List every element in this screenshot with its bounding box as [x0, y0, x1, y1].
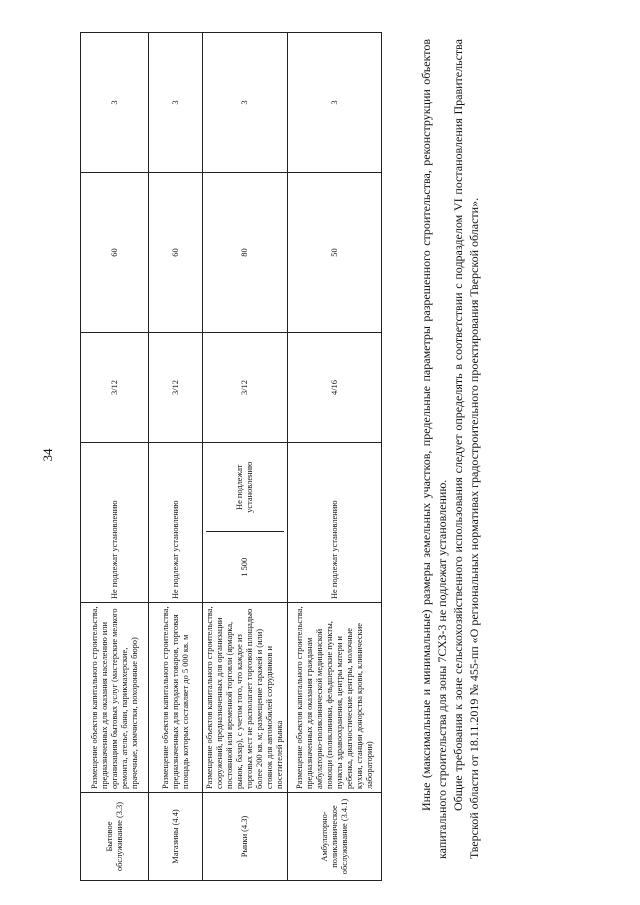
land-use-type: Магазины (4.4) — [149, 793, 203, 881]
land-use-type: Амбулаторно-поликлиническое обслуживание (3.4.1) — [288, 793, 382, 881]
floors-cell: 3/12 — [203, 333, 288, 443]
land-use-description: Размещение объектов капитального строительства, предназначенных для оказания населению или организациям бытовых услуг (мастерские мелкого ремонта, ателье, бани, парикмахерские, прачечные, химчистки, похоронные бюро) — [81, 603, 149, 793]
plot-area-cell — [203, 443, 288, 603]
land-use-description: Размещение объектов капитального строительства, предназначенных для продажи товаров, торговая площадь которых составляет до 5 000 кв. м — [149, 603, 203, 793]
land-use-description: Размещение объектов капитального строительства, сооружений, предназначенных для организации постоянной или временной торговли (ярмарка, рынок, базар), с учетом того, что каждое из торговых мест не располагает торговой площадью более 200 кв. м; размещение гаражей и (или) стоянок для автомобилей сотрудников и посетителей рынка — [203, 603, 288, 793]
coverage-cell: 50 — [288, 173, 382, 333]
coverage-cell: 60 — [81, 173, 149, 333]
coverage-cell: 60 — [149, 173, 203, 333]
land-use-description: Размещение объектов капитального строительства, предназначенных для оказания гражданам амбулаторно-поликлинической медицинской помощи (поликлиники, фельдшерские пункты, пункты здравоохранения, центры матери и ребенка, диагностические центры, молочные кухни, станции донорства крови, клинические лаборатории) — [288, 603, 382, 793]
table-row — [203, 33, 288, 881]
page-number: 34 — [40, 448, 55, 462]
plot-area-cell: Не подлежат установлению — [288, 443, 382, 603]
floors-cell: 3/12 — [81, 333, 149, 443]
plot-area-max: Не подлежат установлению — [235, 461, 254, 513]
floors-cell: 3/12 — [149, 333, 203, 443]
plot-area-min: 1 500 — [206, 531, 284, 602]
land-use-type: Рынки (4.3) — [203, 793, 288, 881]
floors-cell: 4/16 — [288, 333, 382, 443]
plot-area-cell: Не подлежат установлению — [149, 443, 203, 603]
coverage-cell: 80 — [203, 173, 288, 333]
land-use-type: Бытовое обслуживание (3.3) — [81, 793, 149, 881]
table-row — [149, 33, 203, 881]
paragraph: Иные (максимальные и минимальные) размеры земельных участков, предельные параметры разрешенного строительства, реконструкции объектов капитального строительства для зоны 7СХЗ-3 не подлежат установлению. — [419, 39, 449, 859]
table-row — [81, 33, 149, 881]
paragraph: Общие требования к зоне сельскохозяйственного использования следует определять в соответствии с подразделом VI постановления Правительства Тверской области от 18.11.2019 № 455-пп «О региональных нормативах градостроительного проектирования Тверской области». — [451, 39, 481, 859]
document-page — [0, 15, 620, 895]
setback-cell: 3 — [81, 33, 149, 173]
setback-cell: 3 — [149, 33, 203, 173]
body-text — [418, 39, 482, 859]
setback-cell: 3 — [203, 33, 288, 173]
table-row — [288, 33, 382, 881]
zoning-parameters-table — [80, 32, 382, 881]
plot-area-cell: Не подлежат установлению — [81, 443, 149, 603]
setback-cell: 3 — [288, 33, 382, 173]
